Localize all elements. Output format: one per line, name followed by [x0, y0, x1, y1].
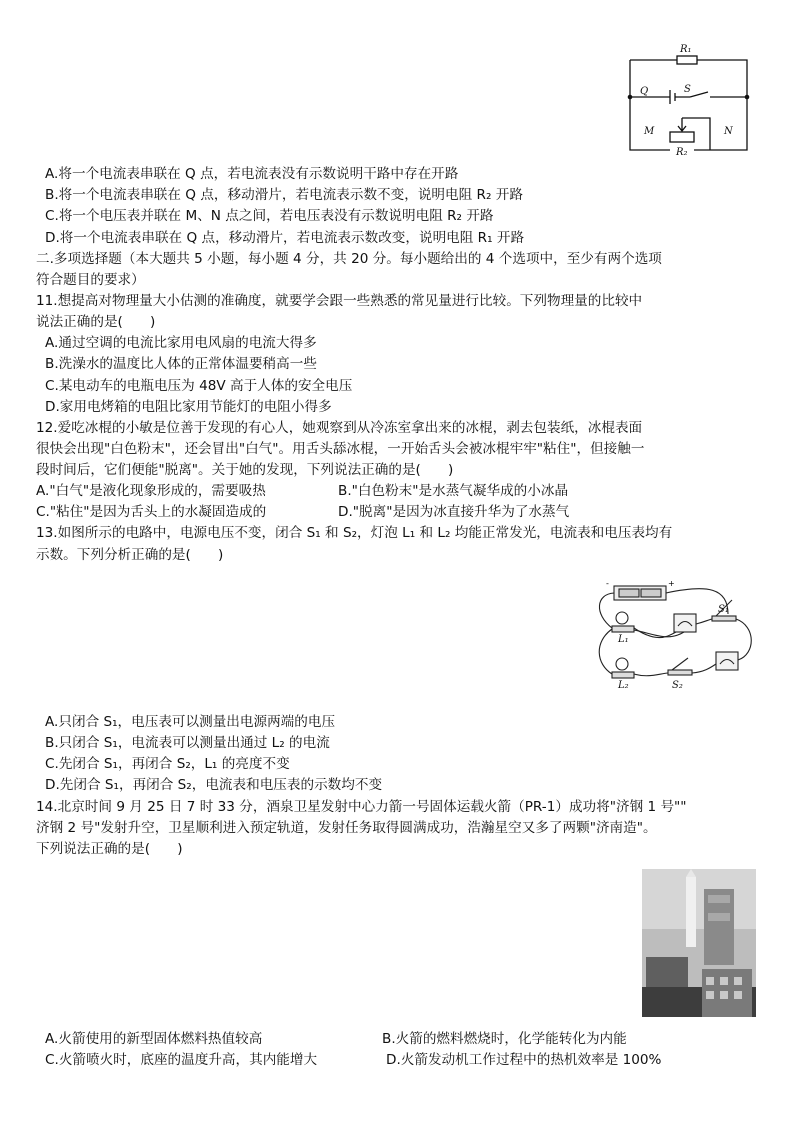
q12-option-c: C."粘住"是因为舌头上的水凝固造成的 [36, 504, 267, 520]
q11-stem-cont: 说法正确的是( ) [36, 314, 156, 330]
m-label: M [644, 126, 655, 137]
circuit-diagram-1 [622, 40, 762, 158]
q14-stem: 14.北京时间 9 月 25 日 7 时 33 分，酒泉卫星发射中心力箭一号固体运载火箭（PR-1）成功将"济钢 1 号"" [36, 799, 687, 815]
s2-label: S₂ [672, 680, 683, 691]
rocket-launch-photo [642, 869, 756, 1017]
q11-option-b: B.洗澡水的温度比人体的正常体温要稍高一些 [45, 356, 317, 372]
q10-option-b: B.将一个电流表串联在 Q 点，移动滑片，若电流表示数不变，说明电阻 R₂ 开路 [45, 187, 523, 203]
q13-option-d: D.先闭合 S₁，再闭合 S₂，电流表和电压表的示数均不变 [45, 777, 383, 793]
r1-label: R₁ [680, 44, 692, 55]
q12-option-b: B."白色粉末"是水蒸气凝华成的小冰晶 [338, 483, 569, 499]
s-label: S [684, 84, 691, 95]
q14-stem-cont-1: 济钢 2 号"发射升空，卫星顺利进入预定轨道，发射任务取得圆满成功，浩瀚星空又多了两颗"济南造"。 [36, 820, 657, 836]
q11-option-d: D.家用电烤箱的电阻比家用节能灯的电阻小得多 [45, 399, 332, 415]
q11-option-c: C.某电动车的电瓶电压为 48V 高于人体的安全电压 [45, 378, 353, 394]
q14-option-b: B.火箭的燃料燃烧时，化学能转化为内能 [382, 1031, 627, 1047]
battery-minus-label: - [606, 579, 609, 588]
section-2-heading: 二.多项选择题（本大题共 5 小题，每小题 4 分，共 20 分。每小题给出的 4 个选项中，至少有两个选项 [36, 251, 662, 267]
q12-stem-cont-2: 段时间后，它们便能"脱离"。关于她的发现，下列说法正确的是( ) [36, 462, 454, 478]
q13-option-b: B.只闭合 S₁，电流表可以测量出通过 L₂ 的电流 [45, 735, 330, 751]
q12-option-a: A."白气"是液化现象形成的，需要吸热 [36, 483, 266, 499]
section-2-heading-cont: 符合题目的要求） [36, 272, 145, 288]
q12-stem-cont-1: 很快会出现"白色粉末"，还会冒出"白气"。用舌头舔冰棍，一开始舌头会被冰棍牢牢"粘住"，但接触一 [36, 441, 645, 457]
q13-stem-cont: 示数。下列分析正确的是( ) [36, 547, 224, 563]
q12-option-d: D."脱离"是因为冰直接升华为了水蒸气 [338, 504, 570, 520]
circuit-diagram-2 [588, 574, 760, 704]
l2-label: L₂ [618, 680, 629, 691]
q10-option-c: C.将一个电压表并联在 M、N 点之间，若电压表没有示数说明电阻 R₂ 开路 [45, 208, 494, 224]
q11-option-a: A.通过空调的电流比家用电风扇的电流大得多 [45, 335, 317, 351]
q10-option-a: A.将一个电流表串联在 Q 点，若电流表没有示数说明干路中存在开路 [45, 166, 459, 182]
l1-label: L₁ [618, 634, 629, 645]
q14-option-d: D.火箭发动机工作过程中的热机效率是 100% [386, 1052, 662, 1068]
q11-stem: 11.想提高对物理量大小估测的准确度，就要学会跟一些熟悉的常见量进行比较。下列物理量的比较中 [36, 293, 643, 309]
q10-option-d: D.将一个电流表串联在 Q 点，移动滑片，若电流表示数改变，说明电阻 R₁ 开路 [45, 230, 525, 246]
q13-option-a: A.只闭合 S₁，电压表可以测量出电源两端的电压 [45, 714, 336, 730]
q14-stem-cont-2: 下列说法正确的是( ) [36, 841, 183, 857]
q-label: Q [640, 86, 649, 97]
q13-option-c: C.先闭合 S₁，再闭合 S₂，L₁ 的亮度不变 [45, 756, 290, 772]
q14-option-a: A.火箭使用的新型固体燃料热值较高 [45, 1031, 263, 1047]
battery-plus-label: + [668, 579, 675, 588]
q14-option-c: C.火箭喷火时，底座的温度升高，其内能增大 [45, 1052, 318, 1068]
q12-stem: 12.爱吃冰棍的小敏是位善于发现的有心人，她观察到从冷冻室拿出来的冰棍，剥去包装纸，冰棍表面 [36, 420, 643, 436]
n-label: N [724, 126, 733, 137]
s1-label: S₁ [718, 604, 729, 615]
r2-label: R₂ [676, 147, 688, 158]
q13-stem: 13.如图所示的电路中，电源电压不变，闭合 S₁ 和 S₂，灯泡 L₁ 和 L₂ 均能正常发光，电流表和电压表均有 [36, 525, 673, 541]
